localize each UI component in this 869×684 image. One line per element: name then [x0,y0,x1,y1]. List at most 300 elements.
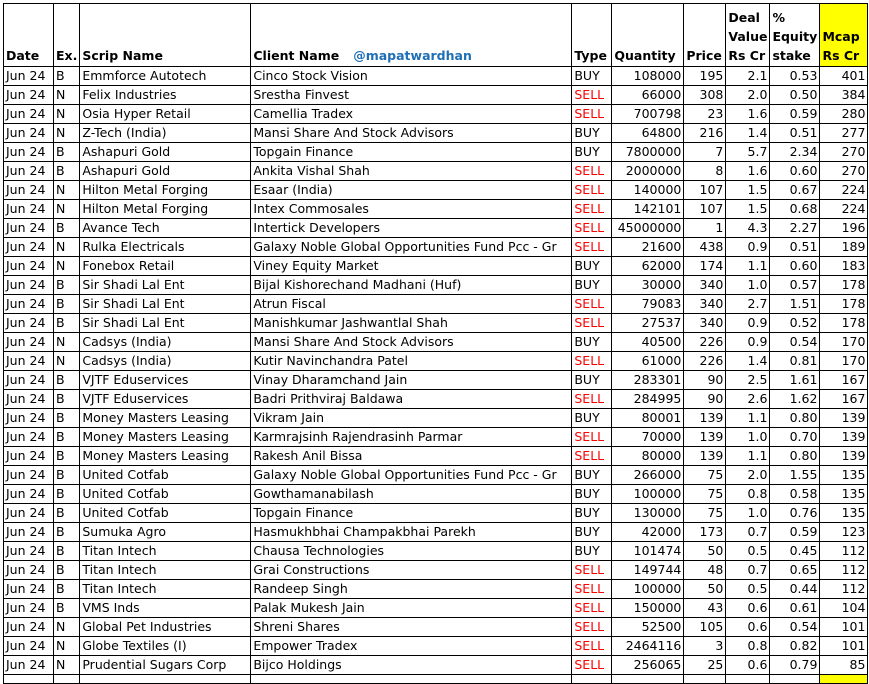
cell-price: 50 [684,542,726,561]
cell-date: Jun 24 [4,86,54,105]
cell-equity-stake: 0.54 [770,618,820,637]
cell-scrip-name: Global Pet Industries [80,618,251,637]
cell-type: BUY [572,257,612,276]
cell-date: Jun 24 [4,314,54,333]
cell-deal-value: 0.6 [726,618,770,637]
table-row [4,485,868,504]
cell-scrip-name: Sir Shadi Lal Ent [80,314,251,333]
cell-price: 3 [684,637,726,656]
cell-scrip-name [80,675,251,684]
cell-client-name: Palak Mukesh Jain [251,599,572,618]
cell-price: 8 [684,162,726,181]
cell-price: 43 [684,599,726,618]
cell-client-name: Mansi Share And Stock Advisors [251,124,572,143]
cell-equity-stake: 1.62 [770,390,820,409]
cell-quantity: 142101 [612,200,684,219]
cell-equity-stake: 2.27 [770,219,820,238]
cell-equity-stake: 0.59 [770,523,820,542]
cell-quantity: 130000 [612,504,684,523]
cell-date: Jun 24 [4,656,54,675]
cell-equity-stake: 0.52 [770,314,820,333]
cell-price [684,675,726,684]
cell-exchange: N [54,238,80,257]
cell-mcap: 384 [820,86,868,105]
cell-scrip-name: Emmforce Autotech [80,67,251,86]
cell-date: Jun 24 [4,542,54,561]
cell-type: BUY [572,466,612,485]
cell-date: Jun 24 [4,352,54,371]
cell-quantity: 256065 [612,656,684,675]
cell-price: 308 [684,86,726,105]
cell-deal-value: 1.0 [726,276,770,295]
twitter-handle: @mapatwardhan [353,48,472,63]
cell-date: Jun 24 [4,447,54,466]
cell-exchange: B [54,504,80,523]
cell-scrip-name: Hilton Metal Forging [80,200,251,219]
cell-scrip-name: Cadsys (India) [80,352,251,371]
cell-scrip-name: Sir Shadi Lal Ent [80,276,251,295]
cell-exchange: B [54,447,80,466]
cell-client-name: Srestha Finvest [251,86,572,105]
cell-date: Jun 24 [4,504,54,523]
cell-mcap: 280 [820,105,868,124]
cell-mcap: 123 [820,523,868,542]
table-row [4,200,868,219]
cell-exchange: B [54,580,80,599]
cell-equity-stake: 0.76 [770,504,820,523]
cell-exchange [54,675,80,684]
cell-deal-value [726,675,770,684]
cell-quantity: 30000 [612,276,684,295]
cell-type: SELL [572,637,612,656]
cell-deal-value: 1.4 [726,124,770,143]
cell-price: 438 [684,238,726,257]
table-row [4,257,868,276]
cell-date [4,675,54,684]
cell-scrip-name: Titan Intech [80,580,251,599]
cell-equity-stake: 0.51 [770,238,820,257]
cell-type: SELL [572,618,612,637]
cell-exchange: B [54,371,80,390]
cell-date: Jun 24 [4,162,54,181]
cell-mcap: 135 [820,485,868,504]
cell-mcap: 139 [820,409,868,428]
cell-quantity: 62000 [612,257,684,276]
cell-date: Jun 24 [4,466,54,485]
cell-deal-value: 2.5 [726,371,770,390]
table-row [4,314,868,333]
cell-deal-value: 1.0 [726,504,770,523]
cell-client-name: Chausa Technologies [251,542,572,561]
cell-mcap: 189 [820,238,868,257]
cell-deal-value: 0.9 [726,333,770,352]
cell-equity-stake: 0.80 [770,447,820,466]
cell-mcap: 101 [820,637,868,656]
cell-date: Jun 24 [4,124,54,143]
cell-date: Jun 24 [4,295,54,314]
cell-type: BUY [572,409,612,428]
cell-deal-value: 4.3 [726,219,770,238]
cell-deal-value: 1.0 [726,428,770,447]
cell-mcap: 270 [820,143,868,162]
cell-scrip-name: Rulka Electricals [80,238,251,257]
cell-price: 75 [684,504,726,523]
cell-price: 107 [684,200,726,219]
cell-scrip-name: Sir Shadi Lal Ent [80,295,251,314]
cell-scrip-name: VJTF Eduservices [80,390,251,409]
cell-exchange: B [54,466,80,485]
table-row [4,86,868,105]
cell-deal-value: 0.7 [726,523,770,542]
cell-price: 1 [684,219,726,238]
cell-exchange: N [54,257,80,276]
cell-type: SELL [572,238,612,257]
table-row [4,333,868,352]
cell-scrip-name: Sumuka Agro [80,523,251,542]
cell-mcap: 270 [820,162,868,181]
cell-client-name: Mansi Share And Stock Advisors [251,333,572,352]
table-row-partial [4,675,868,684]
cell-type: SELL [572,105,612,124]
cell-exchange: N [54,105,80,124]
cell-mcap: 178 [820,314,868,333]
cell-deal-value: 0.6 [726,599,770,618]
cell-mcap: 112 [820,580,868,599]
cell-date: Jun 24 [4,143,54,162]
cell-quantity: 45000000 [612,219,684,238]
cell-deal-value: 1.5 [726,200,770,219]
cell-quantity: 2464116 [612,637,684,656]
cell-exchange: N [54,637,80,656]
cell-exchange: B [54,67,80,86]
cell-mcap: 178 [820,276,868,295]
cell-client-name: Ankita Vishal Shah [251,162,572,181]
cell-type: BUY [572,485,612,504]
cell-mcap: 224 [820,200,868,219]
cell-client-name: Cinco Stock Vision [251,67,572,86]
cell-exchange: B [54,523,80,542]
cell-deal-value: 2.0 [726,466,770,485]
cell-client-name: Intex Commosales [251,200,572,219]
header-type: Type [572,4,612,67]
cell-exchange: N [54,618,80,637]
cell-type: SELL [572,352,612,371]
cell-quantity: 70000 [612,428,684,447]
cell-type: SELL [572,390,612,409]
cell-scrip-name: Titan Intech [80,561,251,580]
cell-scrip-name: Money Masters Leasing [80,409,251,428]
cell-client-name: Gowthamanabilash [251,485,572,504]
cell-price: 7 [684,143,726,162]
cell-type: BUY [572,276,612,295]
table-row [4,162,868,181]
header-quantity: Quantity [612,4,684,67]
table-row [4,447,868,466]
table-row [4,295,868,314]
cell-mcap: 401 [820,67,868,86]
cell-scrip-name: United Cotfab [80,485,251,504]
cell-quantity: 79083 [612,295,684,314]
table-row [4,67,868,86]
cell-client-name: Vikram Jain [251,409,572,428]
cell-scrip-name: Prudential Sugars Corp [80,656,251,675]
cell-equity-stake: 0.54 [770,333,820,352]
cell-equity-stake: 0.60 [770,162,820,181]
cell-equity-stake: 0.59 [770,105,820,124]
cell-client-name: Esaar (India) [251,181,572,200]
cell-deal-value: 0.8 [726,637,770,656]
cell-deal-value: 0.9 [726,314,770,333]
cell-type: SELL [572,447,612,466]
cell-date: Jun 24 [4,219,54,238]
cell-deal-value: 0.9 [726,238,770,257]
cell-type: SELL [572,599,612,618]
cell-mcap: 167 [820,371,868,390]
cell-mcap: 112 [820,561,868,580]
cell-mcap: 277 [820,124,868,143]
cell-price: 226 [684,352,726,371]
cell-quantity: 61000 [612,352,684,371]
cell-price: 195 [684,67,726,86]
cell-mcap: 135 [820,504,868,523]
cell-equity-stake: 0.68 [770,200,820,219]
cell-client-name: Empower Tradex [251,637,572,656]
cell-mcap: 139 [820,428,868,447]
cell-client-name: Badri Prithviraj Baldawa [251,390,572,409]
cell-equity-stake: 0.67 [770,181,820,200]
cell-price: 75 [684,485,726,504]
cell-exchange: B [54,485,80,504]
cell-type: BUY [572,67,612,86]
cell-type: SELL [572,295,612,314]
cell-date: Jun 24 [4,333,54,352]
header-row [4,4,868,67]
cell-deal-value: 2.6 [726,390,770,409]
cell-scrip-name: Osia Hyper Retail [80,105,251,124]
cell-type: BUY [572,333,612,352]
cell-quantity: 100000 [612,580,684,599]
cell-client-name: Randeep Singh [251,580,572,599]
cell-exchange: B [54,599,80,618]
cell-type: SELL [572,219,612,238]
cell-client-name: Topgain Finance [251,143,572,162]
cell-scrip-name: VJTF Eduservices [80,371,251,390]
cell-date: Jun 24 [4,257,54,276]
cell-quantity: 7800000 [612,143,684,162]
header-client-name [251,4,572,67]
cell-equity-stake: 0.81 [770,352,820,371]
cell-deal-value: 1.1 [726,409,770,428]
cell-exchange: N [54,352,80,371]
cell-scrip-name: Cadsys (India) [80,333,251,352]
cell-date: Jun 24 [4,200,54,219]
table-row [4,105,868,124]
cell-equity-stake: 1.51 [770,295,820,314]
cell-type: BUY [572,124,612,143]
cell-deal-value: 0.7 [726,561,770,580]
table-row [4,409,868,428]
cell-equity-stake: 0.82 [770,637,820,656]
cell-quantity: 2000000 [612,162,684,181]
cell-deal-value: 0.5 [726,580,770,599]
cell-price: 107 [684,181,726,200]
cell-client-name: Bijco Holdings [251,656,572,675]
cell-price: 23 [684,105,726,124]
cell-exchange: N [54,656,80,675]
cell-scrip-name: Ashapuri Gold [80,143,251,162]
cell-quantity: 80001 [612,409,684,428]
cell-type: BUY [572,504,612,523]
cell-mcap: 104 [820,599,868,618]
cell-price: 48 [684,561,726,580]
cell-date: Jun 24 [4,238,54,257]
cell-client-name: Kutir Navinchandra Patel [251,352,572,371]
cell-date: Jun 24 [4,276,54,295]
cell-exchange: B [54,314,80,333]
cell-exchange: B [54,295,80,314]
cell-quantity: 149744 [612,561,684,580]
cell-equity-stake: 0.50 [770,86,820,105]
cell-client-name: Hasmukhbhai Champakbhai Parekh [251,523,572,542]
cell-price: 139 [684,409,726,428]
table-row [4,523,868,542]
cell-exchange: N [54,200,80,219]
cell-equity-stake: 0.44 [770,580,820,599]
cell-deal-value: 2.0 [726,86,770,105]
table-row [4,656,868,675]
table-row [4,504,868,523]
cell-quantity: 283301 [612,371,684,390]
cell-type: SELL [572,656,612,675]
cell-exchange: B [54,276,80,295]
cell-mcap: 224 [820,181,868,200]
cell-exchange: B [54,561,80,580]
cell-mcap: 196 [820,219,868,238]
cell-quantity: 42000 [612,523,684,542]
cell-price: 139 [684,447,726,466]
header-price: Price [684,4,726,67]
table-row [4,428,868,447]
cell-client-name: Topgain Finance [251,504,572,523]
cell-date: Jun 24 [4,390,54,409]
cell-quantity: 21600 [612,238,684,257]
cell-client-name: Galaxy Noble Global Opportunities Fund Pcc - Gr [251,238,572,257]
cell-equity-stake [770,675,820,684]
cell-scrip-name: Hilton Metal Forging [80,181,251,200]
cell-mcap: 135 [820,466,868,485]
cell-quantity: 700798 [612,105,684,124]
cell-equity-stake: 0.51 [770,124,820,143]
cell-equity-stake: 0.45 [770,542,820,561]
cell-deal-value: 2.7 [726,295,770,314]
cell-quantity: 101474 [612,542,684,561]
header-exchange: Ex. [54,4,80,67]
cell-equity-stake: 0.70 [770,428,820,447]
header-scrip-name: Scrip Name [80,4,251,67]
cell-exchange: B [54,542,80,561]
cell-date: Jun 24 [4,599,54,618]
cell-quantity: 284995 [612,390,684,409]
cell-mcap: 178 [820,295,868,314]
cell-date: Jun 24 [4,618,54,637]
cell-mcap: 85 [820,656,868,675]
cell-exchange: N [54,124,80,143]
cell-date: Jun 24 [4,428,54,447]
cell-equity-stake: 1.55 [770,466,820,485]
cell-client-name [251,675,572,684]
cell-client-name: Rakesh Anil Bissa [251,447,572,466]
cell-equity-stake: 0.61 [770,599,820,618]
cell-deal-value: 0.8 [726,485,770,504]
cell-quantity: 80000 [612,447,684,466]
cell-exchange: B [54,219,80,238]
cell-equity-stake: 0.58 [770,485,820,504]
cell-exchange: N [54,181,80,200]
cell-quantity: 64800 [612,124,684,143]
cell-equity-stake: 2.34 [770,143,820,162]
cell-type: BUY [572,523,612,542]
cell-price: 139 [684,428,726,447]
cell-mcap: 112 [820,542,868,561]
cell-mcap: 170 [820,333,868,352]
cell-scrip-name: Avance Tech [80,219,251,238]
cell-mcap: 167 [820,390,868,409]
cell-deal-value: 0.6 [726,656,770,675]
cell-type: SELL [572,200,612,219]
cell-quantity: 108000 [612,67,684,86]
cell-client-name: Atrun Fiscal [251,295,572,314]
cell-scrip-name: Money Masters Leasing [80,447,251,466]
cell-scrip-name: Money Masters Leasing [80,428,251,447]
cell-exchange: B [54,143,80,162]
cell-deal-value: 1.1 [726,447,770,466]
cell-deal-value: 0.5 [726,542,770,561]
cell-scrip-name: Titan Intech [80,542,251,561]
cell-date: Jun 24 [4,409,54,428]
cell-date: Jun 24 [4,105,54,124]
cell-price: 105 [684,618,726,637]
cell-equity-stake: 0.53 [770,67,820,86]
cell-quantity: 66000 [612,86,684,105]
cell-client-name: Shreni Shares [251,618,572,637]
cell-price: 340 [684,276,726,295]
table-row [4,542,868,561]
cell-type: BUY [572,542,612,561]
cell-mcap [820,675,868,684]
table-body [4,67,868,684]
cell-scrip-name: VMS Inds [80,599,251,618]
cell-type: BUY [572,371,612,390]
header-equity-stake: % Equity stake [770,4,820,67]
cell-client-name: Vinay Dharamchand Jain [251,371,572,390]
cell-client-name: Intertick Developers [251,219,572,238]
cell-equity-stake: 0.57 [770,276,820,295]
cell-deal-value: 1.6 [726,105,770,124]
table-row [4,181,868,200]
cell-price: 216 [684,124,726,143]
cell-client-name: Bijal Kishorechand Madhani (Huf) [251,276,572,295]
cell-type [572,675,612,684]
cell-deal-value: 2.1 [726,67,770,86]
table-row [4,637,868,656]
cell-client-name: Karmrajsinh Rajendrasinh Parmar [251,428,572,447]
cell-type: SELL [572,181,612,200]
cell-scrip-name: Z-Tech (India) [80,124,251,143]
cell-price: 25 [684,656,726,675]
cell-type: SELL [572,580,612,599]
table-row [4,561,868,580]
cell-date: Jun 24 [4,181,54,200]
